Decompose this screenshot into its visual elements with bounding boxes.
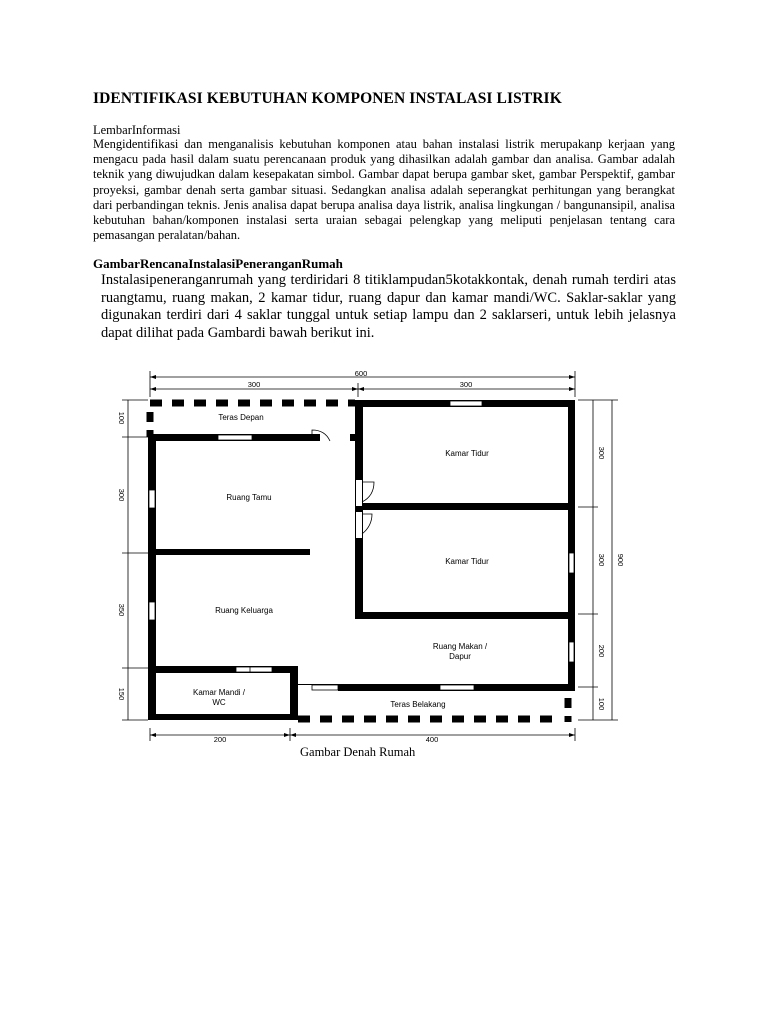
sheet-label: LembarInformasi	[93, 123, 181, 137]
room-kamar-mandi-line2: WC	[212, 698, 226, 707]
dim-right-1: 300	[597, 446, 606, 460]
dim-left-4: 150	[117, 687, 126, 701]
dim-right-total: 900	[616, 553, 625, 567]
section-subheading: GambarRencanaInstalasiPeneranganRumah	[93, 256, 343, 271]
dim-bottom-left: 200	[213, 735, 227, 744]
room-ruang-makan-line1: Ruang Makan /	[432, 642, 488, 651]
room-teras-belakang: Teras Belakang	[390, 700, 446, 709]
dim-top-total: 600	[354, 369, 368, 378]
room-kamar-tidur-1: Kamar Tidur	[445, 449, 489, 458]
dim-left-3: 350	[117, 603, 126, 617]
room-teras-depan: Teras Depan	[218, 413, 264, 422]
figure-caption: Gambar Denah Rumah	[300, 745, 416, 759]
document-title: IDENTIFIKASI KEBUTUHAN KOMPONEN INSTALASI LISTRIK	[93, 90, 562, 107]
room-ruang-tamu: Ruang Tamu	[226, 493, 272, 502]
dim-right-4: 100	[597, 697, 606, 711]
dim-left-2: 300	[117, 488, 126, 502]
room-ruang-makan-line2: Dapur	[449, 652, 471, 661]
intro-paragraph: Mengidentifikasi dan menganalisis kebutuhan komponen atau bahan instalasi listrik merupakanp kerjaan yang mengacu pada hasil dalam suatu perencanaan produk yang dihasilkan adalah gambar dan analisa. Gambar adalah teknik yang diwujudkan dalam kesepakatan simbol. Gambar dapat berupa gambar sket, gambar Perspektif, gambar proyeksi, gambar denah serta gambar situasi. Sedangkan analisa adalah seperangkat perhitungan yang berangkat dari perbandingan teknis. Jenis analisa dapat berupa analisa daya listrik, analisa lingkungan / bangunansipil, analisa kebutuhan bahan/komponen instalasi serta uraian sebagai pelengkap yang meliputi penjelasan tentang cara pemasangan peralatan/bahan.	[93, 137, 675, 243]
description-paragraph: Instalasipeneranganrumah yang terdiridari 8 titiklampudan5kotakkontak, denah rumah terdiri atas ruangtamu, ruang makan, 2 kamar tidur, ruang dapur dan kamar mandi/WC. Saklar-saklar yang digunakan terdiri dari 4 saklar tunggal untuk setiap lampu dan 2 saklarseri, untuk lebih jelasnya dapat dilihat pada Gambardi bawah berikut ini.	[101, 272, 676, 341]
room-ruang-keluarga: Ruang Keluarga	[215, 606, 273, 615]
dim-right-3: 200	[597, 644, 606, 658]
dim-bottom-right: 400	[425, 735, 439, 744]
room-kamar-mandi-line1: Kamar Mandi /	[192, 688, 246, 697]
dim-right-2: 300	[597, 553, 606, 567]
dim-top-left: 300	[247, 380, 261, 389]
dim-left-1: 100	[117, 411, 126, 425]
room-kamar-tidur-2: Kamar Tidur	[445, 557, 489, 566]
dim-top-right: 300	[459, 380, 473, 389]
walls	[148, 400, 575, 720]
